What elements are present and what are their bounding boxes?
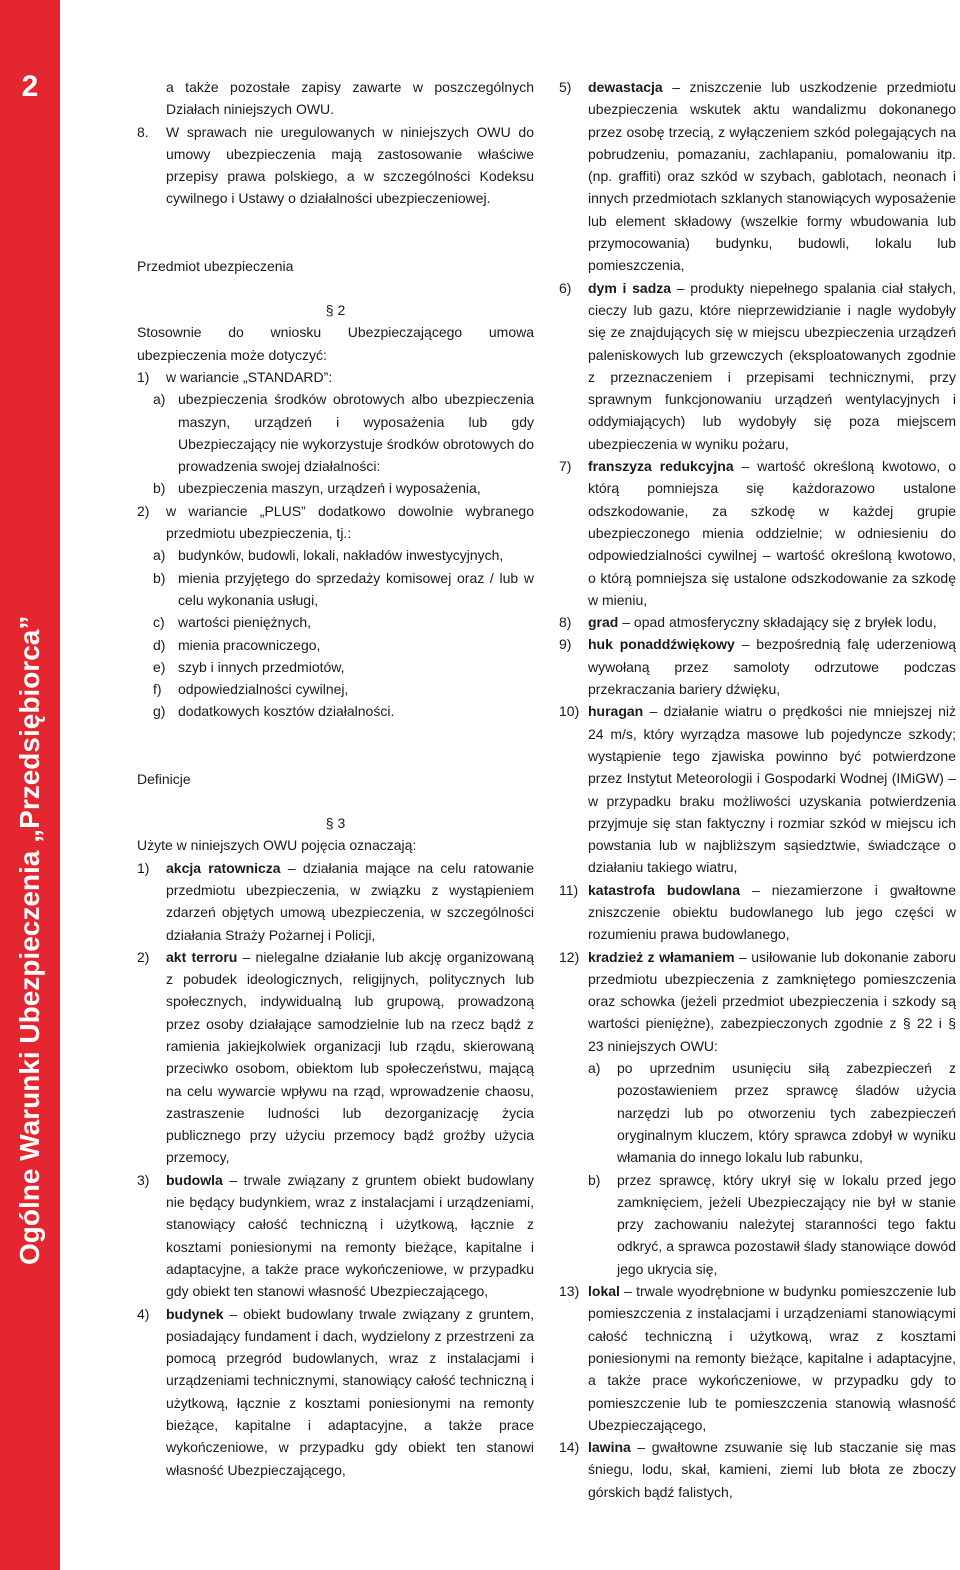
definition-text: – gwałtowne zsuwanie się lub staczanie się mas śniegu, lodu, skał, kamieni, ziemi lub błota ze zboczy górskich bądź falistych, <box>588 1439 956 1500</box>
definition-text: – działania mające na celu ratowanie przedmiotu ubezpieczenia, w związku z wystąpieniem zdarzeń objętych umową ubezpieczenia, w szczególności działania Straży Pożarnej i Policji, <box>166 859 534 943</box>
sub-item <box>137 656 534 678</box>
sub-item <box>137 611 534 633</box>
item-text: po uprzednim usunięciu siłą zabezpieczeń z pozostawieniem przez sprawcę śladów użycia narzędzi lub po otworzeniu tych zabezpieczeń oryginalnym kluczem, który sprawca zdobył w wyniku włamania do innego lokalu lub rabunku, <box>617 1060 956 1166</box>
sub-item <box>137 477 534 499</box>
item-text: wartości pieniężnych, <box>178 614 312 631</box>
item-number: 2) <box>137 948 150 965</box>
item-text: budynków, budowli, lokali, nakładów inwestycyjnych, <box>178 547 504 564</box>
item-text: w wariancie „PLUS” dodatkowo dowolnie wybranego przedmiotu ubezpieczenia, tj.: <box>166 502 534 542</box>
definition-item <box>137 1169 534 1303</box>
sub-item <box>137 567 534 612</box>
item-letter: c) <box>153 614 165 631</box>
item-text: mienia pracowniczego, <box>178 636 321 653</box>
list-item <box>137 500 534 545</box>
item-text: ubezpieczenia środków obrotowych albo ubezpieczenia maszyn, urządzeń i wyposażenia lub gdy Ubezpieczający nie wykorzystuje środków obrotowych do prowadzenia swojej działalności: <box>178 391 534 475</box>
item-number: 12) <box>559 948 580 965</box>
item-letter: d) <box>153 636 166 653</box>
sub-item <box>137 678 534 700</box>
section-heading: Przedmiot ubezpieczenia <box>137 257 294 274</box>
item-number: 8) <box>559 614 572 631</box>
definition-term: akt terroru <box>166 948 238 965</box>
definition-term: akcja ratownicza <box>166 859 281 876</box>
definition-text: – trwale wyodrębnione w budynku pomieszczenie lub pomieszczenia z instalacjami i urządzeniami stanowiącymi całość techniczną i użytkową, wraz z kosztami poniesionymi na remonty bieżące, kapitalne i adaptacyjne, a także prace wykończeniowe, w przypadku gdy to pomieszczenie lub te pomieszczenia stanowią własność Ubezpieczającego, <box>588 1283 956 1433</box>
definition-term: budowla <box>166 1171 223 1188</box>
paragraph-number: § 2 <box>325 302 346 319</box>
item-number: 8. <box>137 123 149 140</box>
definition-item <box>559 76 956 277</box>
definition-term: dewastacja <box>588 79 663 95</box>
definition-text: – nielegalne działanie lub akcję organizowaną z pobudek ideologicznych, religijnych, politycznych lub społecznych, indywidualną lub grupową, prowadzoną przez osoby działające samodzielnie lub na rzecz bądź z ramienia jakiejkolwiek organizacji lub rządu, skierowaną przeciwko osobom, obiektom lub społeczeństwu, mającą na celu wywarcie wpływu na rząd, wprowadzenie chaosu, zastraszenie ludności lub dezorganizację życia publicznego przy użyciu przemocy bądź groźby użycia przemocy, <box>166 948 534 1166</box>
definition-item <box>559 946 956 1057</box>
definition-term: lawina <box>588 1439 631 1456</box>
item-number: 7) <box>559 458 572 475</box>
definition-text: – bezpośrednią falę uderzeniową wywołaną przez samoloty odrzutowe podczas przekraczania bariery dźwięku, <box>588 636 956 698</box>
definition-term: franszyza redukcyjna <box>588 458 734 475</box>
definition-term: grad <box>588 614 619 631</box>
page-number: 2 <box>21 70 39 103</box>
item-number: 9) <box>559 636 572 653</box>
sub-item <box>559 1057 956 1168</box>
definition-item <box>559 611 956 633</box>
definition-text: – działanie wiatru o prędkości nie mniejszej niż 24 m/s, który wyrządza masowe lub pojedyncze szkody; wystąpienie tego zjawiska powinno być potwierdzone przez Instytut Meteorologii i Gospodarki Wodnej (IMiGW) – w przypadku braku możliwości uzyskania potwierdzenia przyjmuje się stan faktyczny i rozmiar szkód w miejscu ich powstania lub w najbliższym sąsiedztwie, świadczące o działaniu takiego wiatru, <box>588 703 956 876</box>
item-text: W sprawach nie uregulowanych w niniejszych OWU do umowy ubezpieczenia mają zastosowanie właściwe przepisy prawa polskiego, a w szczególności Kodeksu cywilnego i Ustawy o działalności ubezpieczeniowej. <box>166 123 534 207</box>
definition-term: budynek <box>166 1305 224 1322</box>
item-text: w wariancie „STANDARD”: <box>166 368 333 385</box>
item-number: 2) <box>137 502 150 519</box>
item-letter: f) <box>153 681 162 698</box>
item-number: 10) <box>559 703 580 720</box>
list-item <box>137 121 534 210</box>
item-letter: a) <box>588 1060 601 1077</box>
item-letter: b) <box>588 1171 601 1188</box>
definition-text: – wartość określoną kwotowo, o którą pomniejsza się każdorazowo ustalone odszkodowanie, za szkodę w każdej grupie ubezpieczonego mienia oddzielnie; w odniesieniu do odpowiedzialności cywilnej – wartość określoną kwotowo, o którą pomniejsza się ustalone odszkodowanie za szkodę w mieniu, <box>588 458 956 608</box>
definition-text: – zniszczenie lub uszkodzenie przedmiotu ubezpieczenia wskutek aktu wandalizmu dokonanego przez osobę trzecią, z wyłączeniem szkód polegających na pobrudzeniu, pomazaniu, zachlapaniu, pomalowaniu itp. (np. graffiti) oraz szkód w szybach, gablotach, neonach i innych przedmiotach szklanych stanowiących wyposażenie lub element składowy (wszelkie formy wbudowania lub przymocowania) budynku, budowli, lokalu lub pomieszczenia, <box>588 79 956 274</box>
item-number: 4) <box>137 1305 150 1322</box>
definition-term: dym i sadza <box>588 279 672 296</box>
item-number: 1) <box>137 859 150 876</box>
definition-item <box>559 1280 956 1436</box>
item-letter: a) <box>153 547 166 564</box>
item-text: odpowiedzialności cywilnej, <box>178 681 349 698</box>
definition-item <box>559 1436 956 1503</box>
item-text: mienia przyjętego do sprzedaży komisowej oraz / lub w celu wykonania usługi, <box>178 569 534 608</box>
item-number: 3) <box>137 1171 150 1188</box>
definition-item <box>559 277 956 455</box>
item-number: 11) <box>559 881 579 898</box>
definition-item <box>559 700 956 878</box>
definition-item <box>137 946 534 1169</box>
item-number: 13) <box>559 1283 580 1300</box>
item-letter: b) <box>153 569 166 586</box>
item-letter: e) <box>153 658 166 675</box>
document-title-vertical: Ogólne Warunki Ubezpieczenia „Przedsiębiorca” <box>14 615 45 1265</box>
item-text: ubezpieczenia maszyn, urządzeń i wyposażenia, <box>178 480 481 497</box>
definition-text: – opad atmosferyczny składający się z bryłek lodu, <box>618 614 937 631</box>
item-text: dodatkowych kosztów działalności. <box>178 703 395 720</box>
paragraph-number: § 3 <box>325 815 346 832</box>
sub-item <box>137 700 534 722</box>
sub-item <box>137 634 534 656</box>
section-heading: Definicje <box>137 770 191 787</box>
definition-text: – usiłowanie lub dokonanie zaboru przedmiotu ubezpieczenia z zamkniętego pomieszczenia oraz schowka (jeżeli przedmiot ubezpieczenia i szkody są wartości pieniężne), zabezpieczonych zgodnie z § 22 i § 23 niniejszych OWU: <box>588 948 956 1054</box>
sub-item <box>137 388 534 477</box>
paragraph-intro: Użyte w niniejszych OWU pojęcia oznaczają: <box>137 837 417 854</box>
sidebar <box>0 0 60 1570</box>
definition-text: – niezamierzone i gwałtowne zniszczenie obiektu budowlanego lub jego części w rozumieniu prawa budowlanego, <box>588 881 957 943</box>
list-item <box>137 366 534 388</box>
definition-item <box>559 455 956 611</box>
definition-term: huk ponaddźwiękowy <box>588 636 735 653</box>
definition-term: katastrofa budowlana <box>588 881 741 898</box>
item-number: 5) <box>559 79 572 95</box>
definition-text: – produkty niepełnego spalania ciał stałych, cieczy lub gazu, które nieprzewidzianie i nagle wydobyły się ze znajdujących się w miejscu ubezpieczenia urządzeń paleniskowych lub grzewczych (eksploatowanych zgodnie z przeznaczeniem i przepisami technicznymi, przy sprawnym funkcjonowaniu urządzeń wentylacyjnych i oddymiających) lub wydobyły się poza miejscem ubezpieczenia w wyniku pożaru, <box>588 279 957 452</box>
item-text: przez sprawcę, który ukrył się w lokalu przed jego zamknięciem, jeżeli Ubezpieczający nie był w stanie przy zachowaniu należytej staranności tego faktu odkryć, a sprawca pozostawił ślady stanowiące dowód jego ukrycia się, <box>617 1171 956 1277</box>
item-text: szyb i innych przedmiotów, <box>178 658 345 675</box>
item-letter: g) <box>153 703 166 720</box>
paragraph-intro: Stosownie do wniosku Ubezpieczającego umowa ubezpieczenia może dotyczyć: <box>137 324 534 363</box>
left-column <box>137 76 534 1481</box>
item-number: 1) <box>137 368 150 385</box>
definition-item <box>559 879 956 946</box>
intro-continuation: a także pozostałe zapisy zawarte w poszczególnych Działach niniejszych OWU. <box>166 79 534 118</box>
item-number: 6) <box>559 279 572 296</box>
definition-text: – trwale związany z gruntem obiekt budowlany nie będący budynkiem, wraz z instalacjami i urządzeniami, stanowiący całość techniczną i użytkową, łącznie z kosztami poniesionymi na remonty bieżące, kapitalne i adaptacyjne, a także prace wykończeniowe, w przypadku gdy obiekt ten stanowi własność Ubezpieczającego, <box>166 1171 534 1300</box>
definition-text: – obiekt budowlany trwale związany z gruntem, posiadający fundament i dach, wydzielony z przestrzeni za pomocą przegród budowlanych, wraz z instalacjami i urządzeniami technicznymi, stanowiący całość techniczną i użytkową, łącznie z kosztami poniesionymi na remonty bieżące, kapitalne i adaptacyjne, a także prace wykończeniowe, w przypadku gdy obiekt ten stanowi własność Ubezpieczającego, <box>166 1305 534 1478</box>
definition-term: huragan <box>588 703 644 720</box>
right-column <box>559 76 956 1503</box>
item-letter: b) <box>153 480 166 497</box>
definition-item <box>559 633 956 700</box>
sub-item <box>559 1169 956 1280</box>
item-letter: a) <box>153 391 166 408</box>
definition-term: lokal <box>588 1283 620 1300</box>
definition-item <box>137 857 534 946</box>
item-number: 14) <box>559 1439 580 1456</box>
sub-item <box>137 544 534 566</box>
definition-term: kradzież z włamaniem <box>588 948 735 965</box>
definition-item <box>137 1303 534 1481</box>
